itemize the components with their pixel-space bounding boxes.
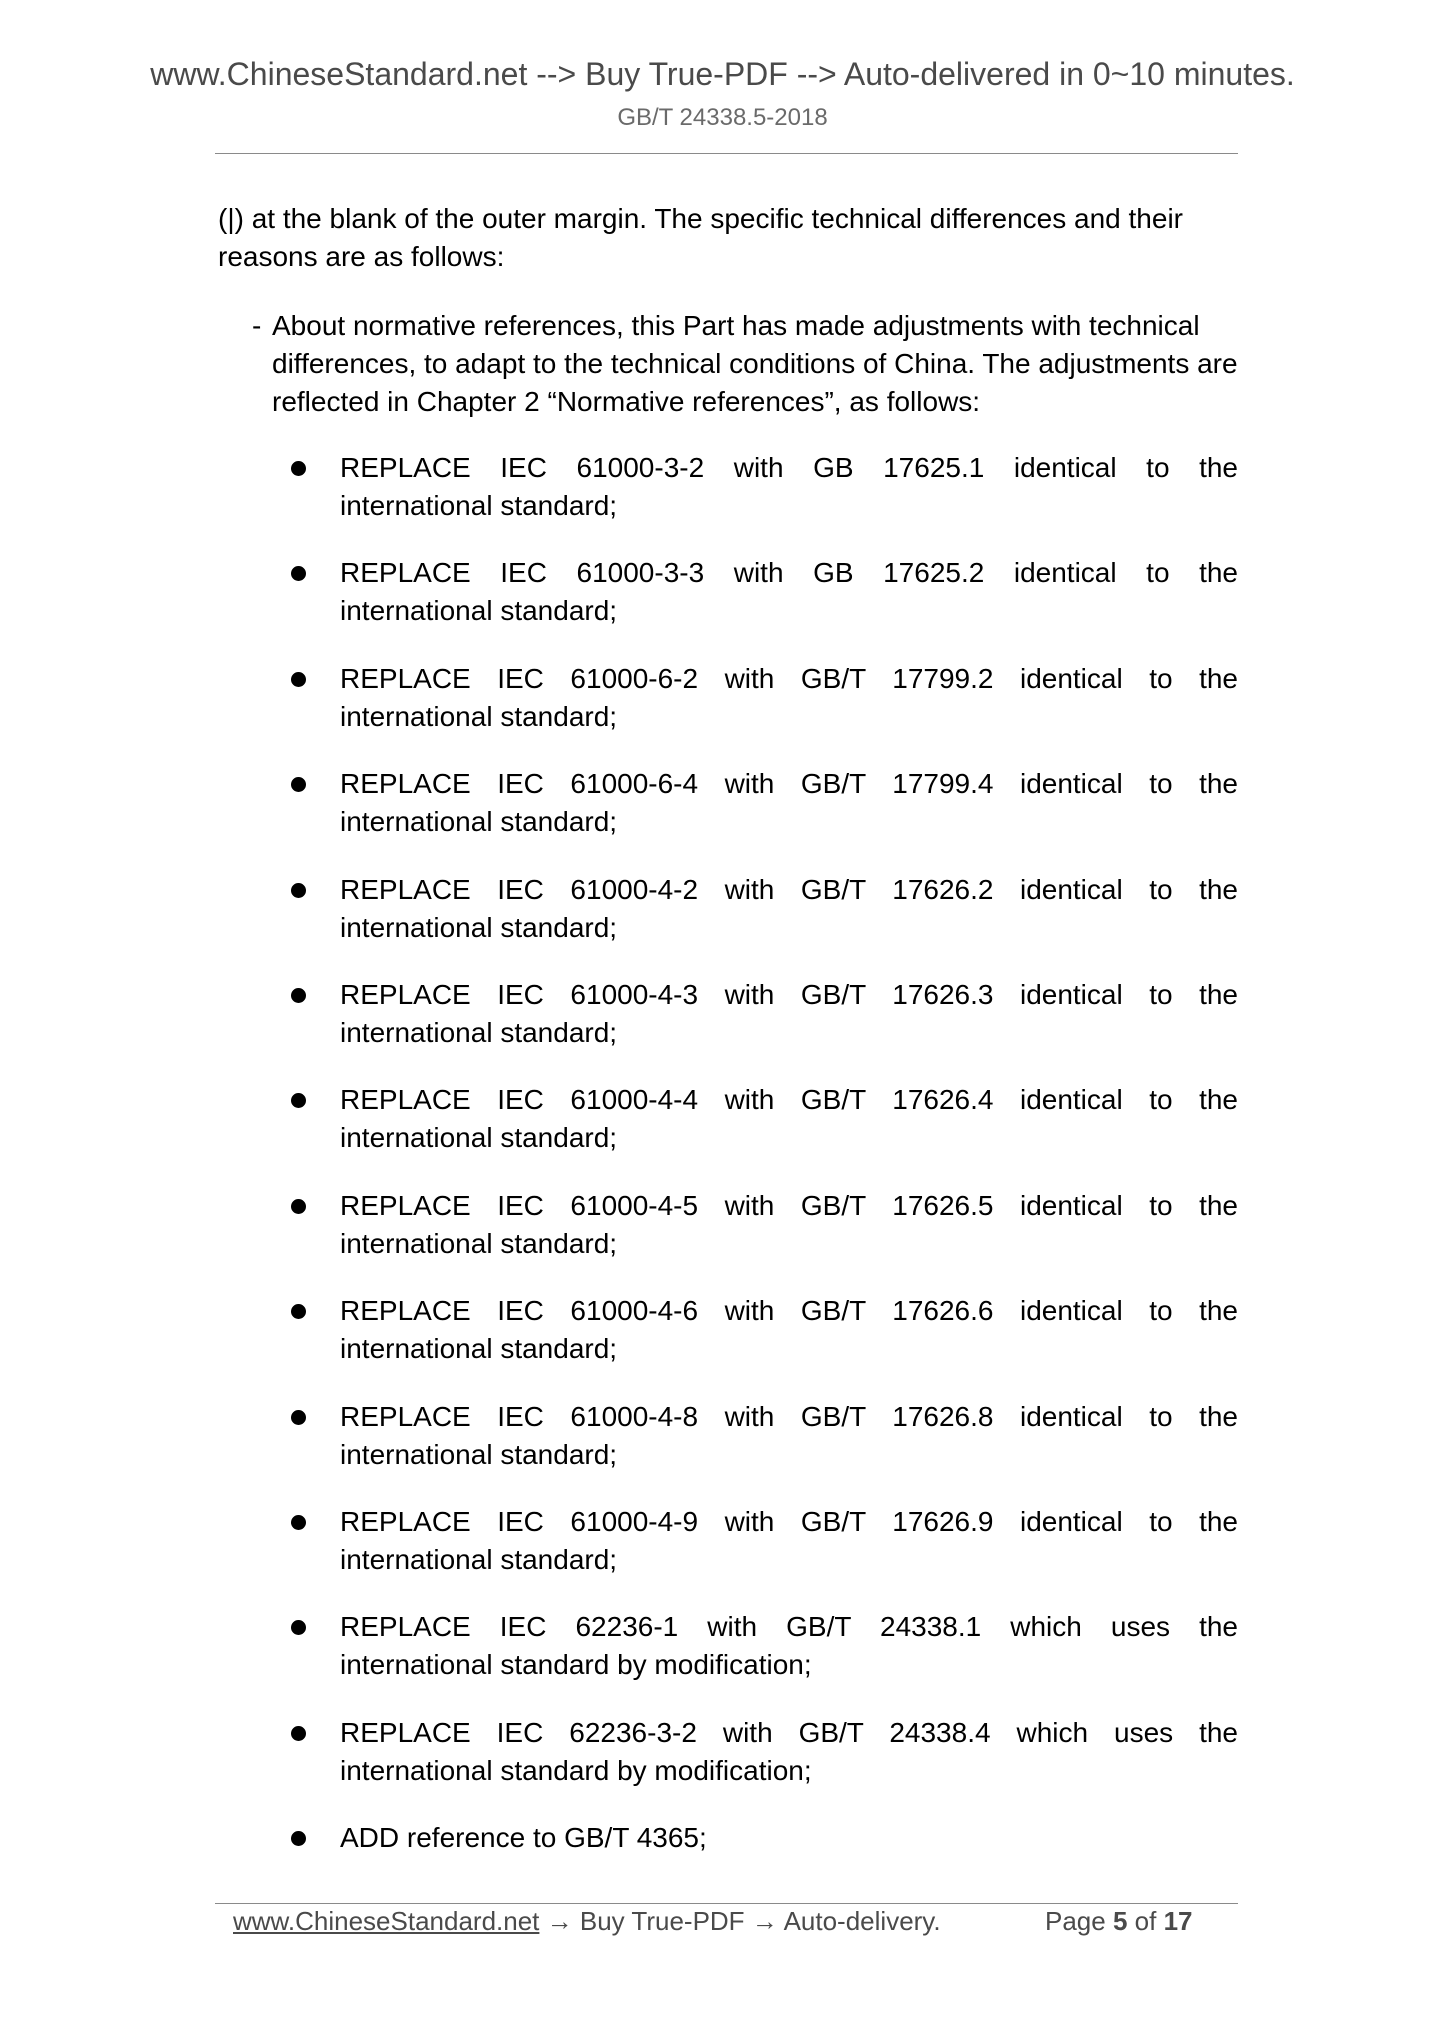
- list-item: [287, 1398, 1238, 1474]
- list-item: [287, 871, 1238, 947]
- list-item-text-continued: international standard;: [340, 595, 618, 627]
- list-item-text: REPLACE IEC 61000-6-4 with GB/T 17799.4 identical to the: [340, 768, 1238, 800]
- list-item-text: REPLACE IEC 61000-4-3 with GB/T 17626.3 identical to the: [340, 978, 1238, 1010]
- current-page-number: 5: [1112, 1906, 1128, 1936]
- list-item-text-continued: international standard;: [340, 490, 618, 521]
- bullet-dot-icon: [291, 1199, 306, 1214]
- page-indicator: [1045, 1906, 1193, 1937]
- list-item: [287, 1608, 1238, 1684]
- list-item-text-continued: international standard;: [340, 1016, 618, 1048]
- list-item-text: REPLACE IEC 61000-6-2 with GB/T 17799.2 identical to the: [340, 662, 1238, 694]
- list-item-text-continued: international standard;: [340, 700, 618, 732]
- bullet-dot-icon: [291, 1093, 306, 1108]
- list-item: [287, 1081, 1238, 1157]
- list-item: [287, 1714, 1238, 1790]
- bullet-dot-icon: [291, 672, 306, 687]
- of-word: of: [1134, 1906, 1157, 1936]
- list-item-text-continued: international standard;: [340, 1333, 618, 1365]
- list-item-text: REPLACE IEC 61000-4-6 with GB/T 17626.6 identical to the: [340, 1295, 1238, 1327]
- list-item: [287, 1503, 1238, 1579]
- list-item: [287, 449, 1238, 525]
- list-item-text: REPLACE IEC 61000-4-9 with GB/T 17626.9 identical to the: [340, 1505, 1238, 1537]
- list-item-text: REPLACE IEC 61000-4-5 with GB/T 17626.5 identical to the: [340, 1189, 1238, 1221]
- bullet-dot-icon: [291, 566, 306, 581]
- bullet-dot-icon: [291, 1515, 306, 1530]
- intro-paragraph: (|) at the blank of the outer margin. The specific technical differences and their reasons are as follows:: [218, 203, 1183, 272]
- replacement-list: [287, 449, 1238, 1886]
- list-item-text-continued: international standard;: [340, 1438, 618, 1470]
- list-item: [287, 554, 1238, 630]
- list-item-text: ADD reference to GB/T 4365;: [340, 1822, 707, 1854]
- list-item-text: REPLACE IEC 61000-4-4 with GB/T 17626.4 identical to the: [340, 1084, 1238, 1116]
- dash-list-item: [252, 307, 1238, 421]
- dash-marker: -: [252, 310, 262, 341]
- bullet-dot-icon: [291, 883, 306, 898]
- bullet-dot-icon: [291, 1410, 306, 1425]
- header-divider: [215, 153, 1238, 154]
- bullet-dot-icon: [291, 1726, 306, 1741]
- list-item-text-continued: international standard;: [340, 806, 618, 838]
- footer-promo-text: → Buy True-PDF → Auto-delivery.: [539, 1906, 941, 1936]
- bullet-dot-icon: [291, 1831, 306, 1846]
- bullet-dot-icon: [291, 1620, 306, 1635]
- page-word: Page: [1045, 1906, 1106, 1936]
- bullet-dot-icon: [291, 461, 306, 476]
- list-item-text: REPLACE IEC 61000-4-2 with GB/T 17626.2 identical to the: [340, 873, 1238, 905]
- list-item: [287, 1819, 1238, 1857]
- list-item-text: REPLACE IEC 61000-3-2 with GB 17625.1 identical to the: [340, 452, 1238, 483]
- list-item-text-continued: international standard by modification;: [340, 1649, 812, 1681]
- list-item-text-continued: international standard;: [340, 1122, 618, 1154]
- bullet-dot-icon: [291, 1304, 306, 1319]
- list-item: [287, 1292, 1238, 1368]
- footer-divider: [215, 1903, 1238, 1904]
- list-item-text: REPLACE IEC 62236-1 with GB/T 24338.1 which uses the: [340, 1611, 1238, 1643]
- list-item: [287, 976, 1238, 1052]
- list-item-text: REPLACE IEC 61000-4-8 with GB/T 17626.8 identical to the: [340, 1400, 1238, 1432]
- header-banner: www.ChineseStandard.net --> Buy True-PDF --> Auto-delivered in 0~10 minutes.: [150, 56, 1295, 92]
- bullet-dot-icon: [291, 988, 306, 1003]
- list-item-text: REPLACE IEC 61000-3-3 with GB 17625.2 identical to the: [340, 557, 1238, 589]
- footer-promo: [233, 1906, 941, 1937]
- footer-site-link[interactable]: www.ChineseStandard.net: [233, 1906, 540, 1936]
- list-item-text-continued: international standard by modification;: [340, 1754, 812, 1786]
- list-item-text-continued: international standard;: [340, 911, 618, 943]
- list-item-text: REPLACE IEC 62236-3-2 with GB/T 24338.4 which uses the: [340, 1716, 1238, 1748]
- list-item-text-continued: international standard;: [340, 1543, 618, 1575]
- header-standard-number: GB/T 24338.5-2018: [617, 104, 828, 131]
- list-item-text-continued: international standard;: [340, 1227, 618, 1259]
- dash-item-text: About normative references, this Part has made adjustments with technical differences, to adapt to the technical conditions of China. The adjustments are reflected in Chapter 2 “Normative references”, as follows:: [272, 310, 1238, 417]
- list-item: [287, 660, 1238, 736]
- bullet-dot-icon: [291, 777, 306, 792]
- list-item: [287, 765, 1238, 841]
- list-item: [287, 1187, 1238, 1263]
- total-pages-number: 17: [1163, 1906, 1193, 1936]
